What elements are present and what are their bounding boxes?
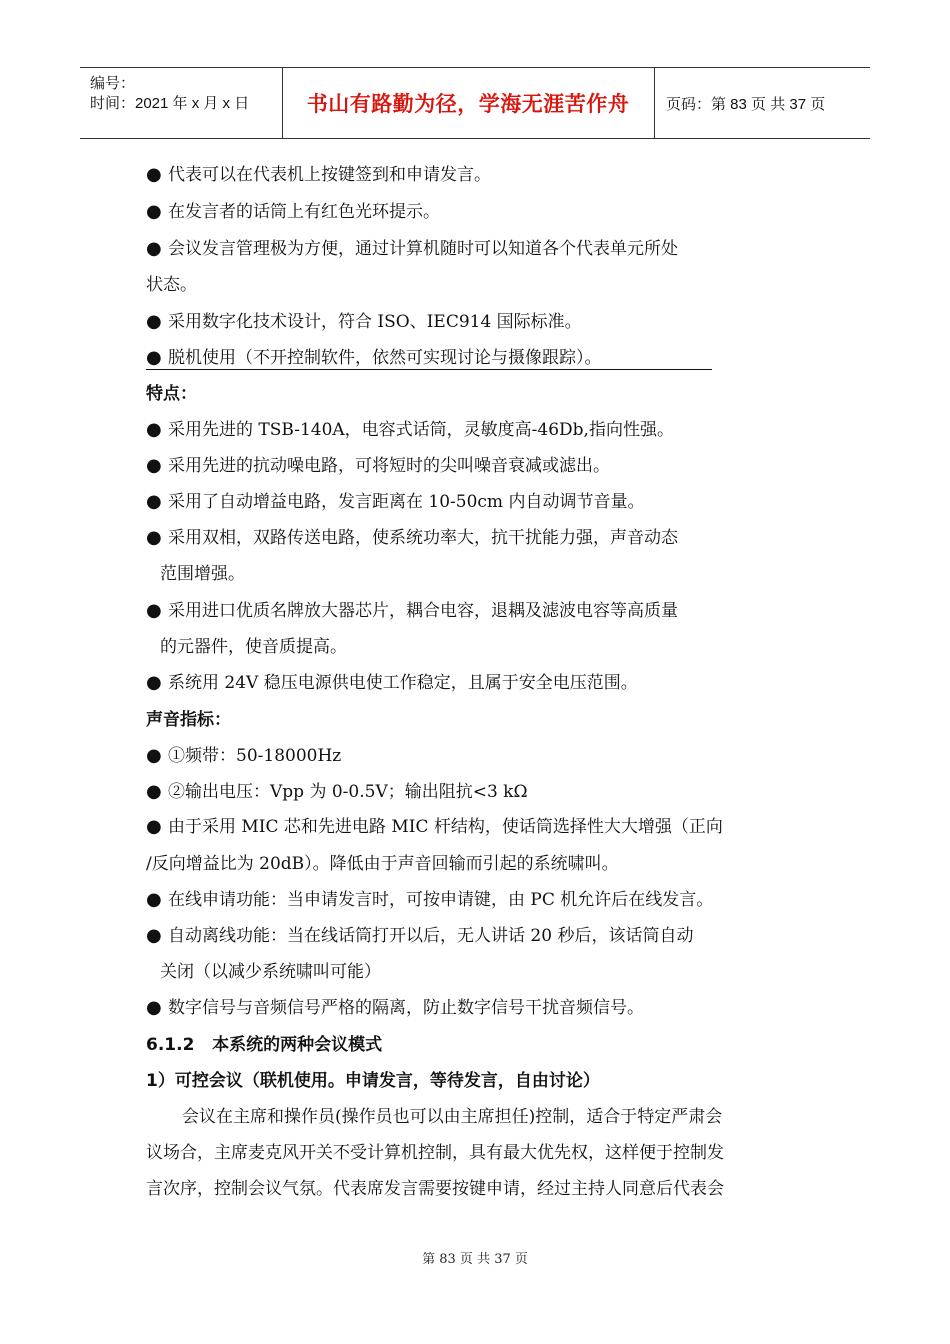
bullet-icon: ● bbox=[146, 745, 162, 766]
header-page-info: 页码：第 83 页 共 37 页 bbox=[666, 95, 826, 113]
bullet-icon: ● bbox=[146, 238, 162, 259]
list-item: ● 在线申请功能：当申请发言时，可按申请键，由 PC 机允许后在线发言。 bbox=[146, 889, 714, 910]
subsection-heading-controlled: 1）可控会议（联机使用。申请发言，等待发言，自由讨论） bbox=[146, 1071, 600, 1091]
list-item: ● 自动离线功能：当在线话筒打开以后，无人讲话 20 秒后，该话筒自动 bbox=[146, 925, 694, 946]
bullet-icon: ● bbox=[146, 164, 162, 185]
list-item-continuation: 关闭（以减少系统啸叫可能） bbox=[160, 962, 381, 982]
list-item: ● ①频带：50-18000Hz bbox=[146, 745, 342, 766]
header-motto-cell bbox=[282, 68, 655, 138]
paragraph-line: 会议在主席和操作员(操作员也可以由主席担任)控制，适合于特定严肃会 bbox=[182, 1107, 723, 1127]
section-heading-audio-specs: 声音指标： bbox=[146, 710, 231, 730]
bullet-icon: ● bbox=[146, 889, 162, 910]
list-item-continuation: 状态。 bbox=[146, 275, 197, 295]
list-item: ● 采用了自动增益电路，发言距离在 10-50cm 内自动调节音量。 bbox=[146, 491, 645, 512]
page-footer: 第 83 页 共 37 页 bbox=[422, 1252, 528, 1267]
bullet-icon: ● bbox=[146, 347, 162, 368]
list-item: ● 采用数字化技术设计，符合 ISO、IEC914 国际标准。 bbox=[146, 311, 582, 332]
bullet-icon: ● bbox=[146, 600, 162, 621]
header-motto: 书山有路勤为径，学海无涯苦作舟 bbox=[306, 92, 630, 116]
list-item: ● 在发言者的话筒上有红色光环提示。 bbox=[146, 201, 440, 222]
bullet-icon: ● bbox=[146, 527, 162, 548]
bullet-icon: ● bbox=[146, 455, 162, 476]
bullet-icon: ● bbox=[146, 491, 162, 512]
bullet-icon: ● bbox=[146, 201, 162, 222]
bullet-icon: ● bbox=[146, 419, 162, 440]
bullet-icon: ● bbox=[146, 816, 162, 837]
list-item: ● 采用进口优质名牌放大器芯片，耦合电容，退耦及滤波电容等高质量 bbox=[146, 600, 678, 621]
list-item: ● 采用先进的 TSB-140A，电容式话筒，灵敏度高-46Db,指向性强。 bbox=[146, 419, 674, 440]
header-meta bbox=[80, 68, 283, 138]
list-item: ● 数字信号与音频信号严格的隔离，防止数字信号干扰音频信号。 bbox=[146, 997, 644, 1018]
list-item: ● 会议发言管理极为方便，通过计算机随时可以知道各个代表单元所处 bbox=[146, 238, 678, 259]
list-item-continuation: 范围增强。 bbox=[160, 564, 245, 584]
list-item-continuation: /反向增益比为 20dB）。降低由于声音回输而引起的系统啸叫。 bbox=[146, 854, 619, 874]
bullet-icon: ● bbox=[146, 672, 162, 693]
list-item-underlined: ● 脱机使用（不开控制软件，依然可实现讨论与摄像跟踪）。 bbox=[146, 343, 712, 370]
list-item-continuation: 的元器件，使音质提高。 bbox=[160, 637, 347, 657]
paragraph-line: 言次序，控制会议气氛。代表席发言需要按键申请，经过主持人同意后代表会 bbox=[146, 1179, 724, 1199]
list-item: ● 由于采用 MIC 芯和先进电路 MIC 杆结构，使话筒选择性大大增强（正向 bbox=[146, 816, 723, 837]
bullet-icon: ● bbox=[146, 997, 162, 1018]
paragraph-line: 议场合，主席麦克风开关不受计算机控制，具有最大优先权，这样便于控制发 bbox=[146, 1143, 724, 1163]
list-item: ● 代表可以在代表机上按键签到和申请发言。 bbox=[146, 164, 491, 185]
section-heading-features: 特点： bbox=[146, 384, 197, 404]
list-item: ● 采用先进的抗动噪电路，可将短时的尖叫噪音衰减或滤出。 bbox=[146, 455, 610, 476]
list-item: ● 系统用 24V 稳压电源供电使工作稳定，且属于安全电压范围。 bbox=[146, 672, 638, 693]
bullet-icon: ● bbox=[146, 781, 162, 802]
bullet-icon: ● bbox=[146, 925, 162, 946]
page-header bbox=[80, 67, 870, 139]
list-item: ● 采用双相，双路传送电路，使系统功率大，抗干扰能力强，声音动态 bbox=[146, 527, 678, 548]
list-item: ● ②输出电压：Vpp 为 0-0.5V；输出阻抗<3 kΩ bbox=[146, 781, 528, 802]
doc-number-label: 编号： bbox=[90, 75, 136, 92]
section-heading-modes: 6.1.2 本系统的两种会议模式 bbox=[146, 1035, 383, 1055]
bullet-icon: ● bbox=[146, 311, 162, 332]
doc-date: 时间：2021 年 x 月 x 日 bbox=[90, 95, 250, 112]
